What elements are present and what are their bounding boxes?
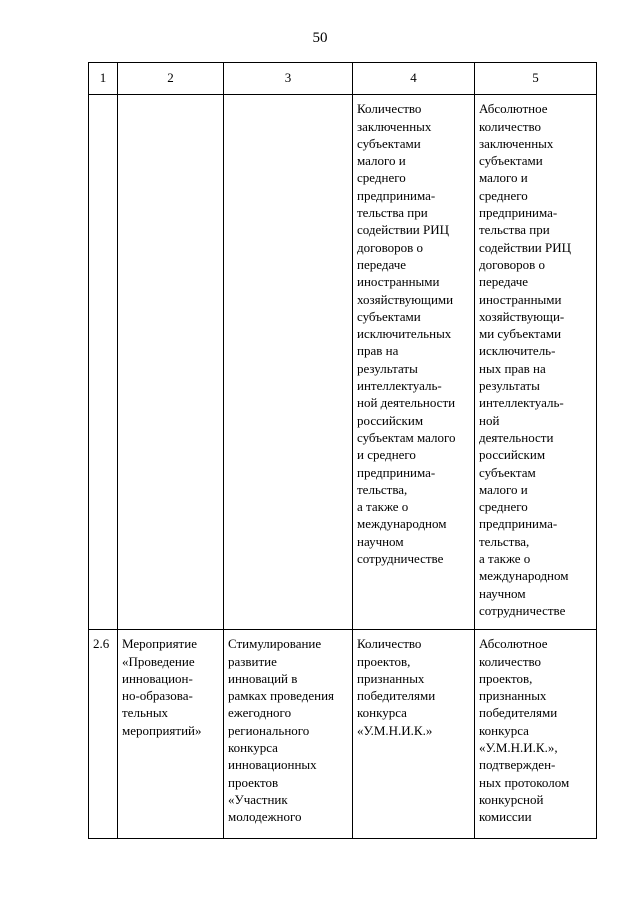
- header-col-1: 1: [89, 63, 118, 95]
- cell-indicator-definition: Абсолютное количество проектов, признанных победителями конкурса «У.М.Н.И.К.», подтвержден- ных протоколом конкурсной комиссии: [475, 630, 597, 839]
- header-col-5: 5: [475, 63, 597, 95]
- table-row: [89, 95, 597, 630]
- header-col-4: 4: [353, 63, 475, 95]
- cell-number: 2.6: [89, 630, 118, 839]
- indicators-table: [88, 62, 597, 839]
- cell-number: [89, 95, 118, 630]
- table-header-row: [89, 63, 597, 95]
- cell-event: [118, 95, 224, 630]
- cell-goal: Стимулирование развитие инноваций в рамках проведения ежегодного регионального конкурса инновационных проектов «Участник молодежного: [224, 630, 353, 839]
- header-col-3: 3: [224, 63, 353, 95]
- page-number: 50: [312, 30, 328, 46]
- cell-event: Мероприятие «Проведение инновацион- но-образова- тельных мероприятий»: [118, 630, 224, 839]
- header-col-2: 2: [118, 63, 224, 95]
- cell-indicator: Количество проектов, признанных победителями конкурса «У.М.Н.И.К.»: [353, 630, 475, 839]
- cell-goal: [224, 95, 353, 630]
- cell-indicator: Количество заключенных субъектами малого и среднего предпринима- тельства при содействии РИЦ договоров о передаче иностранными хозяйствующими субъектами исключительных прав на результаты интеллектуаль- ной деятельности российским субъектам малого и среднего предпринима- тельства, а также о международном научном сотрудничестве: [353, 95, 475, 630]
- table-row: [89, 630, 597, 839]
- cell-indicator-definition: Абсолютное количество заключенных субъектами малого и среднего предпринима- тельства при содействии РИЦ договоров о передаче иностранными хозяйствующи- ми субъектами исключитель- ных прав на результаты интеллектуаль- ной деятельности российским субъектам малого и среднего предпринима- тельства, а также о международном научном сотрудничестве: [475, 95, 597, 630]
